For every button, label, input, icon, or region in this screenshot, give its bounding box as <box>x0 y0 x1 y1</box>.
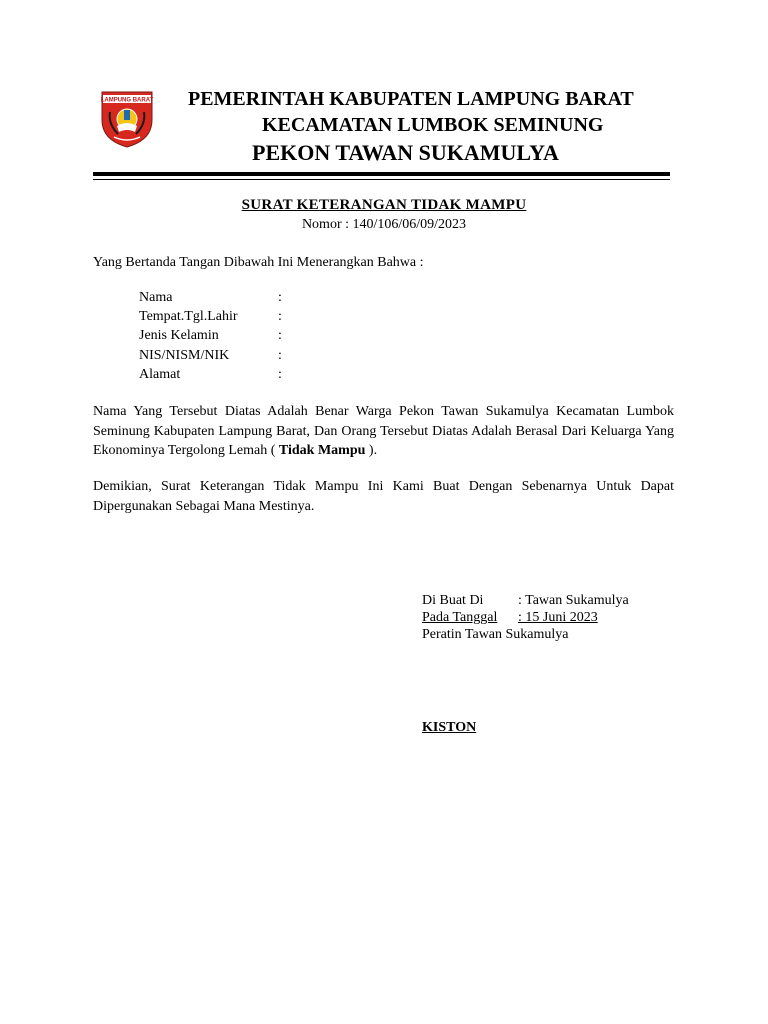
field-label-nama: Nama <box>139 290 173 305</box>
letterhead-line-1: PEMERINTAH KABUPATEN LAMPUNG BARAT <box>188 88 634 110</box>
statement-paragraph <box>93 402 674 461</box>
document-number: Nomor : 140/106/06/09/2023 <box>301 217 467 232</box>
closing-paragraph: Demikian, Surat Keterangan Tidak Mampu Ini Kami Buat Dengan Sebenarnya Untuk Dapat Dipergunakan Sebagai Mana Mestinya. <box>93 479 674 514</box>
statement-end: ). <box>365 443 378 458</box>
place-label: Di Buat Di <box>422 593 484 608</box>
date-value: : 15 Juni 2023 <box>518 610 598 625</box>
place-value: : Tawan Sukamulya <box>518 593 629 608</box>
document-title <box>0 197 768 214</box>
letterhead-line-2: KECAMATAN LUMBOK SEMINUNG <box>262 114 604 136</box>
field-colon: : <box>278 290 282 305</box>
letterhead-line-3: PEKON TAWAN SUKAMULYA <box>252 140 559 165</box>
field-colon: : <box>278 309 282 324</box>
statement-text: Nama Yang Tersebut Diatas Adalah Benar Warga Pekon Tawan Sukamulya Kecamatan Lumbok Seminung Kabupaten Lampung Barat, Dan Orang Tersebut Diatas Adalah Berasal Dari Keluarga Yang Ekonominya Tergolong Lemah ( <box>93 404 674 458</box>
signer-position: Peratin Tawan Sukamulya <box>422 627 569 642</box>
field-label-tempat-tgl-lahir: Tempat.Tgl.Lahir <box>139 309 238 324</box>
document-title-text: SURAT KETERANGAN TIDAK MAMPU <box>241 197 527 213</box>
field-label-jenis-kelamin: Jenis Kelamin <box>139 328 219 343</box>
status-emphasis: Tidak Mampu <box>278 443 366 458</box>
field-colon: : <box>278 328 282 343</box>
field-label-nis-nism-nik: NIS/NISM/NIK <box>139 348 230 363</box>
field-colon: : <box>278 348 282 363</box>
signer-name: KISTON <box>422 720 477 735</box>
field-label-alamat: Alamat <box>139 367 181 382</box>
regency-logo <box>100 90 154 148</box>
logo-text: LAMPUNG BARAT <box>100 97 154 104</box>
intro-text: Yang Bertanda Tangan Dibawah Ini Menerangkan Bahwa : <box>93 255 424 270</box>
field-colon: : <box>278 367 282 382</box>
header-divider-thin <box>93 179 670 180</box>
date-label: Pada Tanggal <box>422 610 498 625</box>
header-divider-thick <box>93 172 670 176</box>
